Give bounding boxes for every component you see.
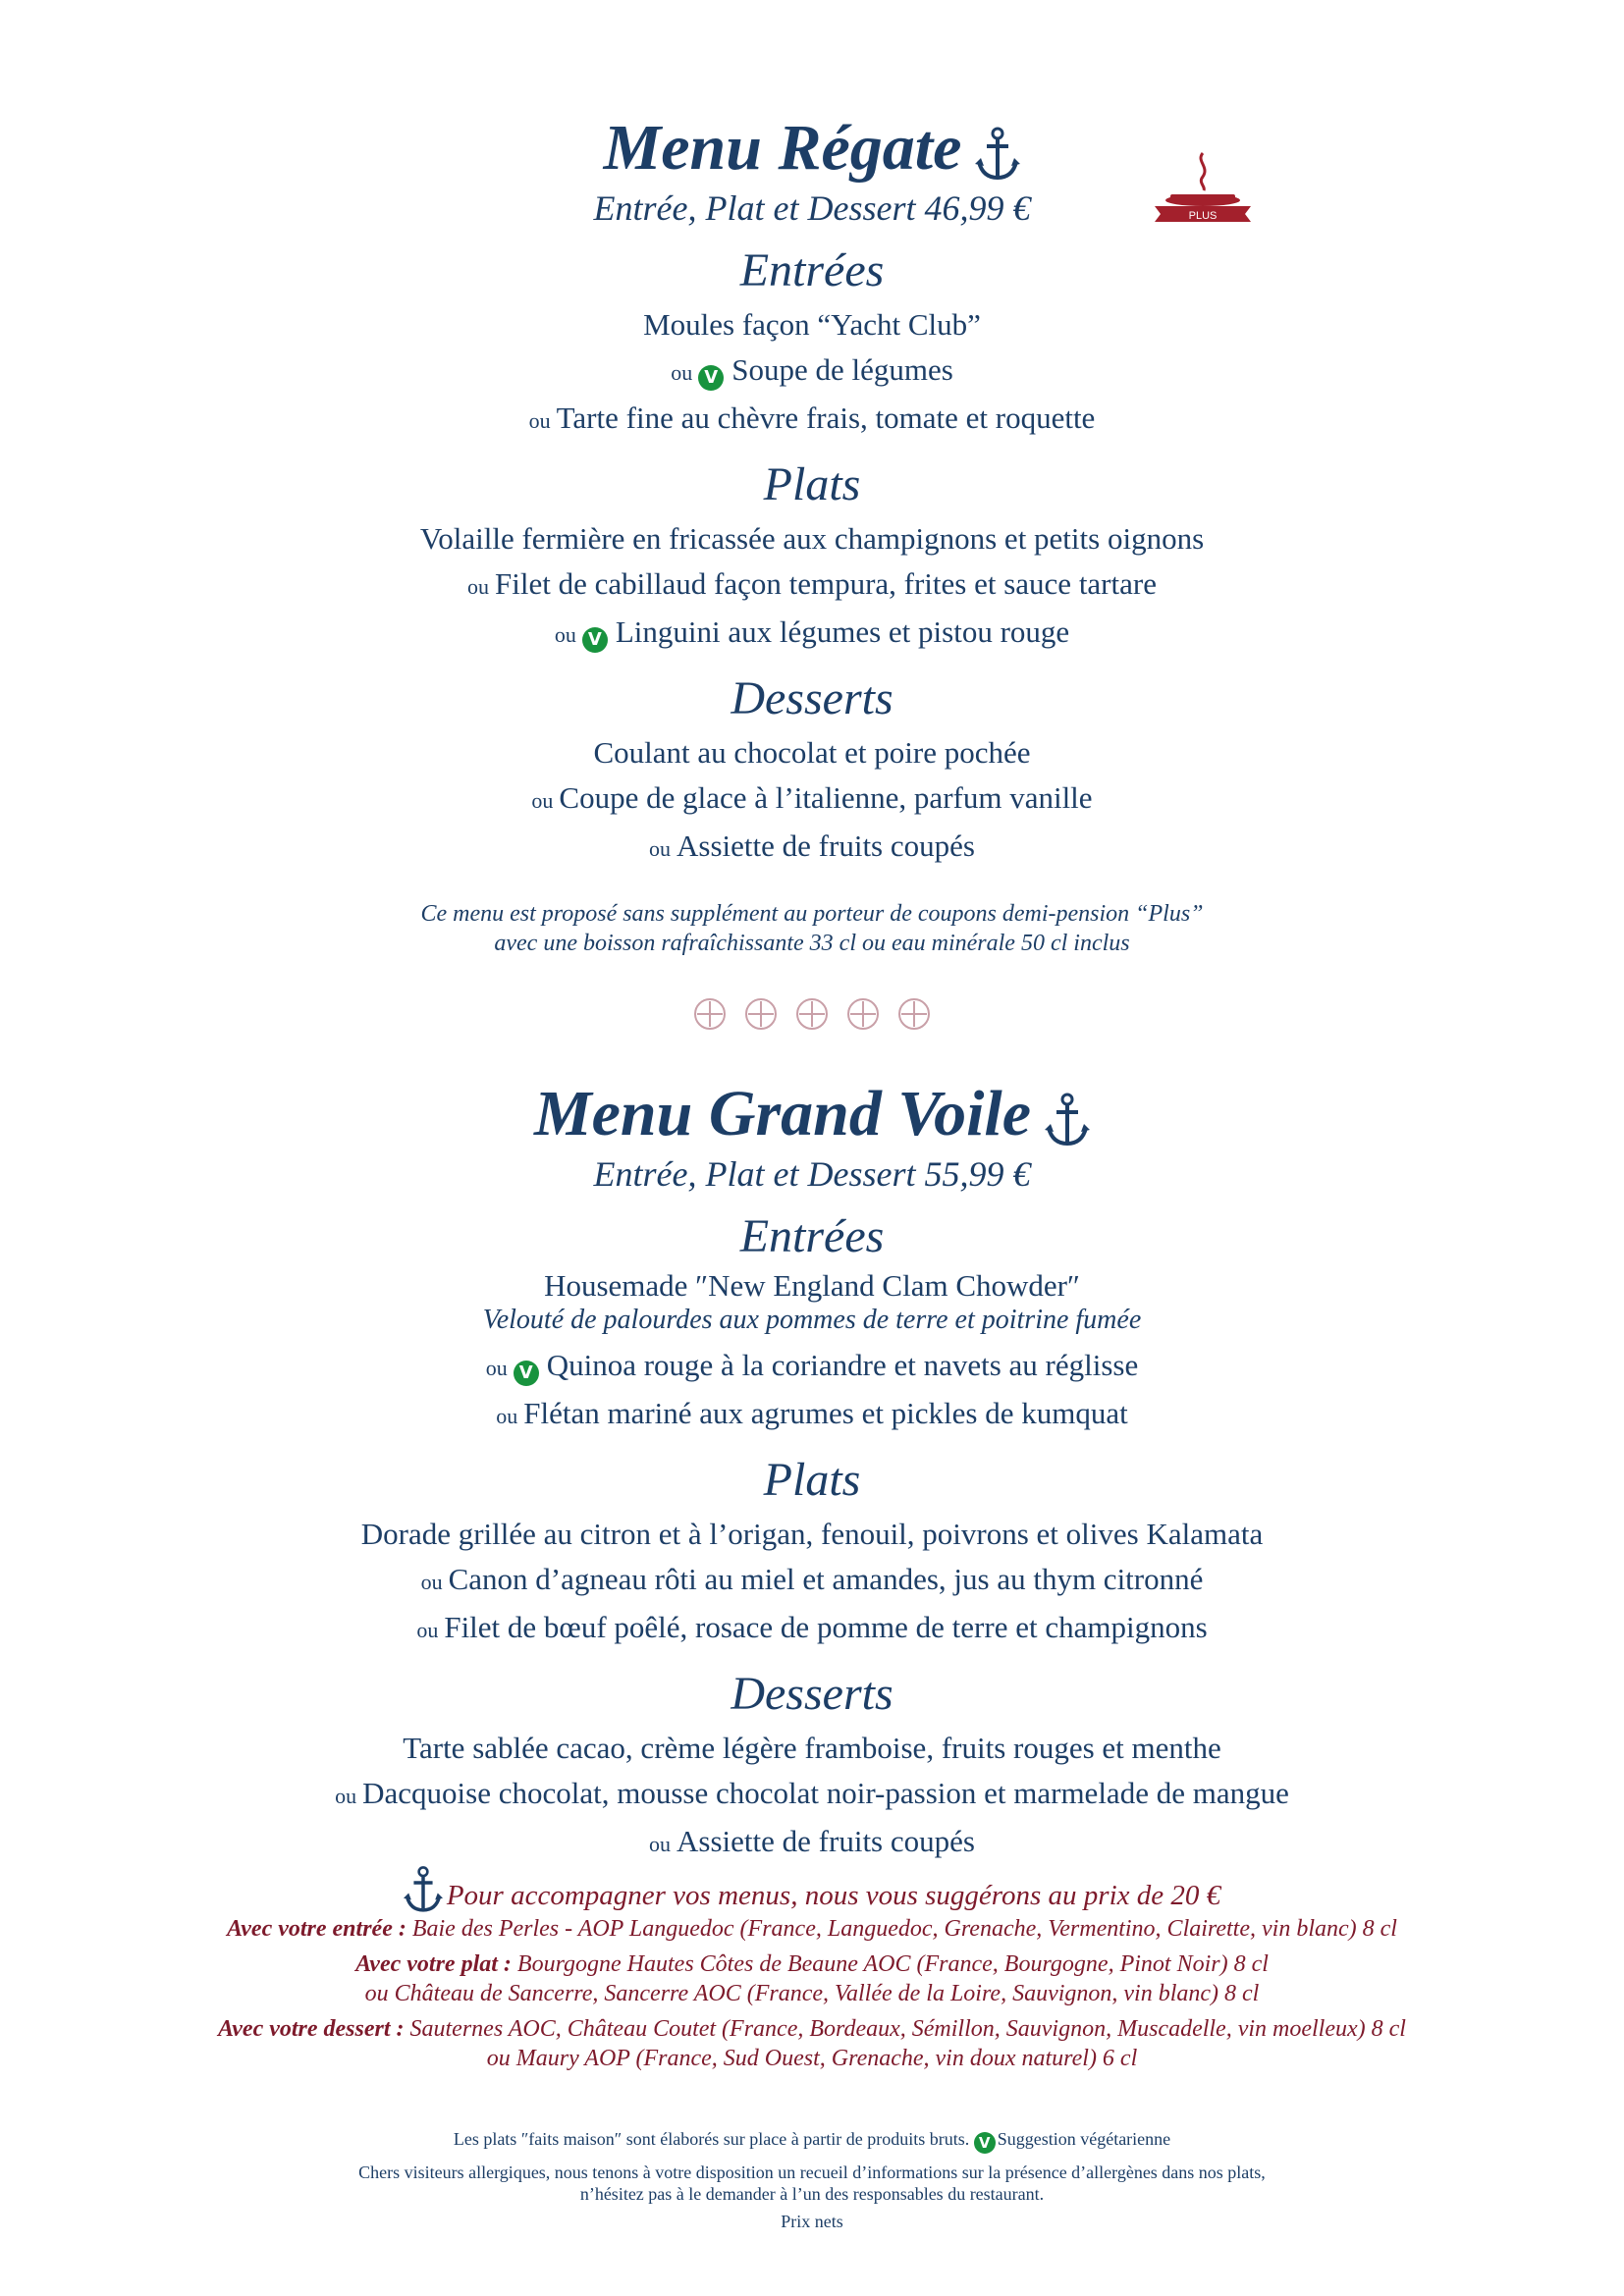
faits-maison-note: Les plats ″faits maison″ sont élaborés sur place à partir de produits bruts. [453,2129,970,2149]
wine-entree-label: Avec votre entrée : [227,1916,406,1942]
allergen-note: Chers visiteurs allergiques, nous tenons à votre disposition un recueil d’informations sur la présence d’allergènes dans nos plats, [358,2163,1266,2182]
ou-label: ou [335,1784,357,1808]
dish-item: Coulant au chocolat et poire pochée [593,735,1031,770]
veg-legend: Suggestion végétarienne [997,2129,1171,2149]
wine-dessert-alt: ou Maury AOP (France, Sud Ouest, Grenache, vin doux naturel) 6 cl [486,2046,1138,2071]
compass-divider [0,997,1624,1031]
dish-item [0,347,1624,396]
anchor-icon [975,127,1020,182]
menu-note: avec une boisson rafraîchissante 33 cl ou eau minérale 50 cl inclus [494,931,1130,956]
wine-intro-text: Pour accompagner vos menus, nous vous suggérons au prix de 20 € [446,1880,1221,1911]
dish-description: Velouté de palourdes aux pommes de terre et poitrine fumée [482,1305,1142,1335]
ou-label: ou [496,1404,518,1428]
menu-title-text: Menu Régate [603,112,962,184]
menu-subtitle: Entrée, Plat et Dessert 55,99 € [593,1154,1031,1194]
dish-name: Filet de cabillaud façon tempura, frites et sauce tartare [495,566,1157,601]
dish-name: Linguini aux légumes et pistou rouge [615,614,1070,649]
dish-item [0,396,1624,444]
dish-item: Dorade grillée au citron et à l’origan, fenouil, poivrons et olives Kalamata [360,1517,1264,1551]
section-title-desserts: Desserts [731,672,893,724]
dish-name: Tarte fine au chèvre frais, tomate et roquette [556,400,1096,435]
dish-name: Filet de bœuf poêlé, rosace de pomme de terre et champignons [444,1610,1208,1644]
wine-plat [0,1949,1624,1979]
menu-title-text: Menu Grand Voile [533,1078,1032,1149]
dish-name: Quinoa rouge à la coriandre et navets au réglisse [546,1348,1139,1382]
menu-regate [0,110,1624,1060]
menu-grand-voile [0,1076,1624,1867]
ou-label: ou [671,360,693,385]
menu-note: Ce menu est proposé sans supplément au porteur de coupons demi-pension “Plus” [420,901,1204,927]
ou-label: ou [554,622,576,647]
compass-rose-icon [897,997,931,1031]
ou-label: ou [528,408,551,433]
dish-item [0,561,1624,610]
vegetarian-icon: V [514,1361,539,1386]
ou-label: ou [649,1832,672,1856]
wine-dessert-text: Sauternes AOC, Château Coutet (France, Bordeaux, Sémillon, Sauvignon, Muscadelle, vin moelleux) 8 cl [404,2016,1406,2042]
anchor-icon [1045,1093,1090,1148]
ou-label: ou [649,836,672,861]
dish-item [0,1391,1624,1439]
dish-name: Canon d’agneau rôti au miel et amandes, jus au thym citronné [448,1562,1204,1596]
wine-intro [0,1865,1624,1914]
wine-plat-alt: ou Château de Sancerre, Sancerre AOC (France, Vallée de la Loire, Sauvignon, vin blanc) 8 cl [364,1981,1260,2006]
prix-nets: Prix nets [781,2212,843,2231]
dish-item [0,1771,1624,1819]
dish-name: Assiette de fruits coupés [677,1824,975,1858]
wine-dessert [0,2014,1624,2044]
wine-entree-text: Baie des Perles - AOP Languedoc (France, Languedoc, Grenache, Vermentino, Clairette, vin blanc) 8 cl [406,1916,1397,1942]
section-title-plats: Plats [763,458,861,510]
compass-rose-icon [744,997,778,1031]
menu-title [0,1076,1624,1152]
dish-item [0,1605,1624,1653]
ou-label: ou [485,1356,508,1380]
ou-label: ou [531,788,554,813]
section-title-entrees: Entrées [739,244,885,296]
footer [0,2128,1624,2232]
section-title-desserts: Desserts [731,1668,893,1720]
dish-item: Housemade ″New England Clam Chowder″ [544,1268,1080,1303]
dish-item [0,775,1624,824]
ou-label: ou [467,574,490,599]
wine-suggestions [0,1865,1624,2073]
allergen-note: n’hésitez pas à le demander à l’un des responsables du restaurant. [579,2184,1045,2204]
menu-subtitle: Entrée, Plat et Dessert 46,99 € [593,188,1031,228]
menu-title [0,110,1624,187]
dish-name: Assiette de fruits coupés [677,828,975,863]
dish-item: Moules façon “Yacht Club” [643,307,981,342]
vegetarian-icon: V [974,2132,996,2154]
wine-plat-label: Avec votre plat : [355,1951,512,1977]
vegetarian-icon: V [582,627,608,653]
dish-name: Flétan mariné aux agrumes et pickles de kumquat [523,1396,1128,1430]
compass-rose-icon [795,997,829,1031]
anchor-icon [404,1865,443,1914]
plus-badge-label: PLUS [1188,210,1218,222]
wine-dessert-label: Avec votre dessert : [218,2016,405,2042]
ou-label: ou [420,1570,443,1594]
wine-entree [0,1914,1624,1944]
dish-item: Volaille fermière en fricassée aux champignons et petits oignons [419,521,1205,556]
section-title-entrees: Entrées [739,1210,885,1262]
compass-rose-icon [693,997,727,1031]
dish-name: Dacquoise chocolat, mousse chocolat noir-passion et marmelade de mangue [362,1776,1289,1810]
footer-legend [0,2128,1624,2154]
dish-item [0,1819,1624,1867]
dish-item [0,824,1624,872]
dish-item [0,1343,1624,1391]
dish-item [0,1557,1624,1605]
dish-name: Soupe de légumes [731,352,953,387]
dish-item [0,610,1624,658]
dish-item: Tarte sablée cacao, crème légère framboise, fruits rouges et menthe [403,1731,1221,1765]
dish-name: Coupe de glace à l’italienne, parfum vanille [559,780,1093,815]
compass-rose-icon [846,997,880,1031]
ou-label: ou [416,1618,439,1642]
section-title-plats: Plats [763,1454,861,1506]
vegetarian-icon: V [698,365,724,391]
wine-plat-text: Bourgogne Hautes Côtes de Beaune AOC (France, Bourgogne, Pinot Noir) 8 cl [511,1951,1269,1977]
